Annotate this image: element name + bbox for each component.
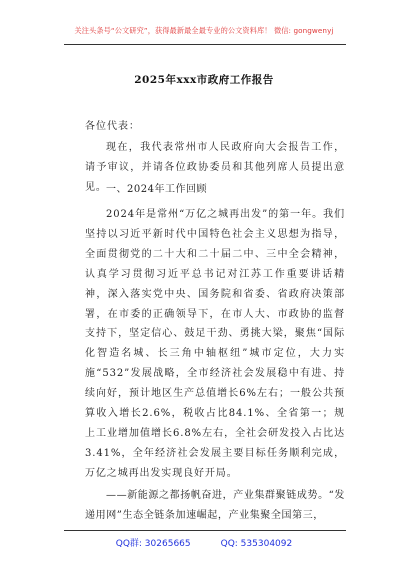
document-title: 2025年xxx市政府工作报告 <box>134 74 274 86</box>
paragraph-new-energy: ——新能源之都扬帆奋进，产业集群聚链成势。“发递用网”生态全链条加速崛起，产业集聚全国第三， <box>85 490 345 521</box>
paragraph-review: 2024年是常州“万亿之城再出发”的第一年。我们坚持以习近平新时代中国特色社会主义思想为指导，全面贯彻党的二十大和二十届二中、三中全会精神，认真学习贯彻习近平总书记对江苏工作重要讲话精神，深入落实党中央、国务院和省委、省政府决策部署，在市委的正确领导下，在市人大、市政协的监督支持下，坚定信心、鼓足干劲、勇挑大梁，聚焦“国际化智造名城、长三角中轴枢纽”城市定位，大力实施“532”发展战略，全市经济社会发展稳中有进、持续向好，预计地区生产总值增长6%左右；一般公共预算收入增长2.6%，税收占比84.1%、全省第一；规上工业增加值增长6.8%左右，全社会研发投入占比达3.41%，全年经济社会发展主要目标任务顺利完成，万亿之城再出发实现良好开局。 <box>85 209 345 479</box>
section-heading: 一、2024年工作回顾 <box>106 184 207 195</box>
footer-contacts <box>0 536 408 549</box>
footer-divider <box>64 530 346 531</box>
qq-number: QQ: 535304092 <box>220 539 293 549</box>
header-banner: 关注头条号“公文研究”，获得最新最全最专业的公文资料库！ 微信: gongwenyj <box>74 26 334 35</box>
header-divider <box>64 44 346 45</box>
salutation: 各位代表： <box>85 121 140 132</box>
paragraph-intro: 现在，我代表常州市人民政府向大会报告工作，请予审议，并请各位政协委员和其他列席人员提出意见。 <box>85 142 345 193</box>
qq-group-number: QQ群: 30265665 <box>115 539 191 549</box>
